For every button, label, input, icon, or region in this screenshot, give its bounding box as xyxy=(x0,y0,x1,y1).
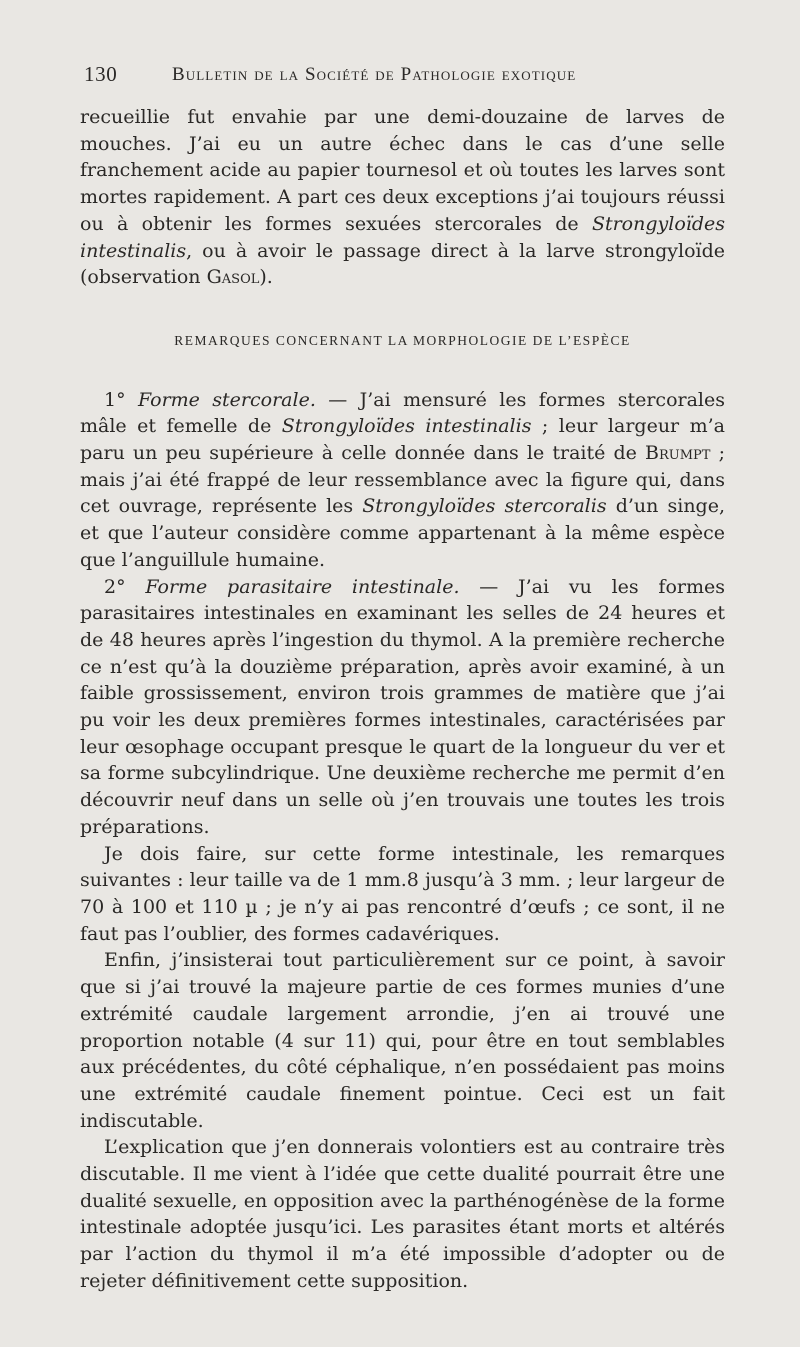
intro-species-name: Strongyloïdes intestinalis xyxy=(80,212,725,262)
para1-text-a: — J’ai mensuré les formes stercorales mâle et femelle de xyxy=(80,388,725,438)
intro-author-name: Gasol xyxy=(206,266,260,289)
intro-text-c: ). xyxy=(259,266,273,289)
intro-text-a: recueillie fut envahie par une demi-douzaine de larves de mouches. J’ai eu un autre échec dans le cas d’une selle franchement acide au papier tournesol et où toutes les larves sont mortes rapidement. A part ces deux exceptions j’ai toujours réussi ou à obtenir les formes sexuées stercorales de xyxy=(80,106,725,235)
running-title: Bulletin de la Société de Pathologie exotique xyxy=(172,64,577,85)
para1-species-1: Strongyloïdes intestinalis xyxy=(281,415,532,438)
section-title: REMARQUES CONCERNANT LA MORPHOLOGIE DE L’ESPÈCE xyxy=(174,332,631,348)
page-header xyxy=(84,62,734,92)
paragraph-explication: L’explication que j’en donnerais volontiers est au contraire très discutable. Il me vient à l’idée que cette dualité pourrait être une dualité sexuelle, en opposition avec la parthénogénèse de la forme intestinale adoptée jusqu’ici. Les parasites étant morts et altérés par l’action du thymol il m’a été impossible d’adopter ou de rejeter définitivement cette supposition. xyxy=(80,1136,725,1292)
paragraph-stercorale xyxy=(80,387,725,574)
paragraph-remarques: Je dois faire, sur cette forme intestinale, les remarques suivantes : leur taille va de 1 mm.8 jusqu’à 3 mm. ; leur largeur de 70 à 100 et 110 µ ; je n’y ai pas rencontré d’œufs ; ce sont, il ne faut pas l’oublier, des formes cadavériques. xyxy=(80,842,725,945)
para1-heading: Forme stercorale. xyxy=(137,388,316,411)
para1-text-c: ; mais j’ai été frappé de leur ressemblance avec la figure qui, dans cet ouvrage, représente les xyxy=(80,442,725,518)
intro-paragraph xyxy=(80,104,725,291)
page-number: 130 xyxy=(84,62,118,86)
para2-heading: Forme parasitaire intestinale. xyxy=(145,575,460,598)
paragraph-enfin: Enfin, j’insisterai tout particulièrement sur ce point, à savoir que si j’ai trouvé la majeure partie de ces formes munies d’une extrémité caudale largement arrondie, j’en ai trouvé une proportion notable (4 sur 11) qui, pour être en tout semblables aux précédentes, du côté céphalique, n’en possédaient pas moins une extrémité caudale finement pointue. Ceci est un fait indiscutable. xyxy=(80,949,725,1132)
body-text xyxy=(80,104,725,1295)
para1-text-d: d’un singe, et que l’auteur considère comme appartenant à la même espèce que l’anguillule humaine. xyxy=(80,495,726,571)
para1-species-2: Strongyloïdes stercoralis xyxy=(362,495,607,518)
intro-text-b: , ou à avoir le passage direct à la larve strongyloïde (observation xyxy=(80,239,725,289)
para1-author: Brumpt xyxy=(645,442,711,465)
para1-text-b: ; leur largeur m’a paru un peu supérieure à celle donnée dans le traité de xyxy=(80,415,725,465)
para2-number: 2° xyxy=(104,575,146,598)
para2-text: — J’ai vu les formes parasitaires intestinales en examinant les selles de 24 heures et de 48 heures après l’ingestion du thymol. A la première recherche ce n’est qu’à la douzième préparation, après avoir examiné, à un faible grossissement, environ trois grammes de matière que j’ai pu voir les deux premières formes intestinales, caractérisées par leur œsophage occupant presque le quart de la longueur du ver et sa forme subcylindrique. Une deuxième recherche me permit d’en découvrir neuf dans un selle où j’en trouvais une toutes les trois préparations. xyxy=(80,575,725,838)
paragraph-parasitaire xyxy=(80,574,725,841)
para1-number: 1° xyxy=(104,388,138,411)
